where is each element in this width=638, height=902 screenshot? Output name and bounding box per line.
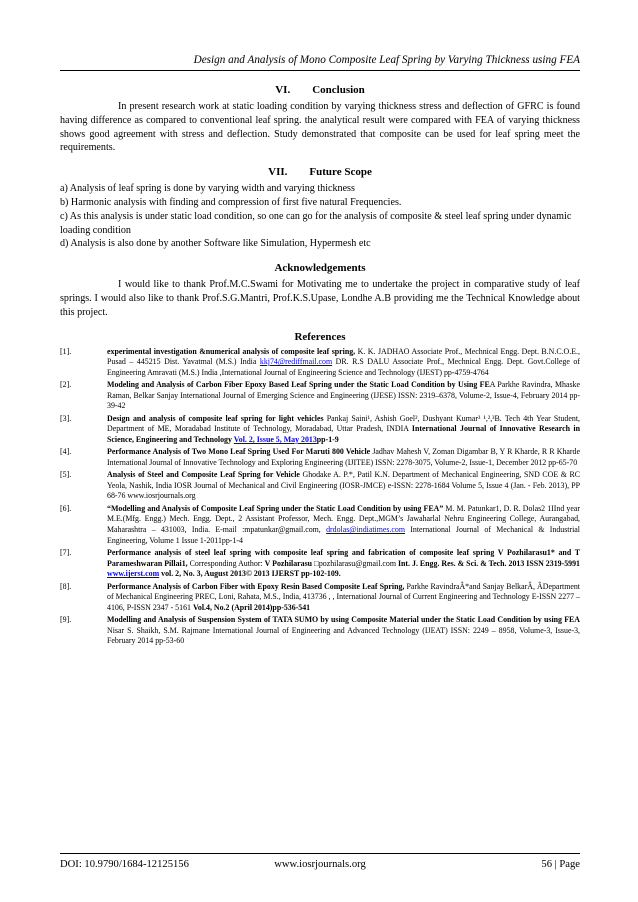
reference-text: Parkhe RavindraÂ*and Sanjay BelkarÂ, ÂDepartment of Mechanical Engineering PREC, Loni, Rahata, M.S., India, 413736 , , International Journal of Current Engineering and Technology E-ISSN 2277 – 4106, P-ISSN 2347 - 5161 <box>107 581 580 612</box>
reference-index: [2]. <box>60 380 72 390</box>
footer-page-number: 56 | Page <box>541 859 580 870</box>
reference-index: [3]. <box>60 413 72 423</box>
reference-text: Jadhav Mahesh V, Zoman Digambar B, Y R Kharde, R R Kharde International Journal of Innovative Technology and Exploring Engineering (IJITEE) ISSN: 2278-3075, Volume-2, Issue-1, December 2012 pp-65-70 <box>107 447 580 467</box>
reference-body <box>107 347 580 379</box>
reference-body <box>107 582 580 614</box>
reference-item <box>60 447 580 468</box>
reference-index: [7]. <box>60 548 72 558</box>
reference-text: □pozhilarasu@gmail.com <box>312 558 398 568</box>
reference-body <box>107 447 580 468</box>
reference-text: M. M. Patunkar1, D. R. Dolas2 1IInd year M.E.(Mfg. Engg.) Mech. Engg. Dept., 2 Assistant Professor, Mech. Engg. Dept.,MGM’s Jawaharlal Nehru Engineering College, Aurangabad, Maharashtra – 431003, India. E-mail :mpatunkar@gmail.com, <box>107 503 581 535</box>
future-scope-item: d) Analysis is also done by another Software like Simulation, Hypermesh etc <box>60 238 371 250</box>
future-scope-title: Future Scope <box>309 166 372 179</box>
reference-body <box>107 380 580 412</box>
reference-text: Nisar S. Shaikh, S.M. Rajmane International Journal of Engineering and Advanced Technology (IJEAT) ISSN: 2249 – 8958, Volume-3, Issue-3, February 2014 pp-53-60 <box>107 625 580 646</box>
acknowledgements-heading: Acknowledgements <box>274 262 366 275</box>
future-scope-item: b) Harmonic analysis with finding and compression of first five natural Frequencies. <box>60 196 402 208</box>
reference-pages: Vol.4, No.2 (April 2014)pp-536-541 <box>192 602 311 612</box>
conclusion-number: VI. <box>275 84 291 96</box>
reference-volume-link[interactable]: Vol. 2, Issue 5, May 2013 <box>233 434 317 444</box>
reference-author: V Pozhilarasu <box>264 558 313 568</box>
reference-item <box>60 470 580 502</box>
reference-title: “Modelling and Analysis of Composite Leaf Spring under the Static Load Condition by using FEA” <box>107 503 444 513</box>
reference-title: Performance Analysis of Carbon Fiber with Epoxy Resin Based Composite Leaf Spring, <box>107 581 405 591</box>
header-rule <box>60 70 580 71</box>
footer-doi: DOI: 10.9790/1684-12125156 <box>60 859 189 870</box>
future-scope-number: VII. <box>268 166 288 179</box>
reference-body <box>107 615 580 647</box>
reference-body <box>107 414 580 446</box>
reference-index: [9]. <box>60 615 72 625</box>
footer-rule <box>60 853 580 854</box>
reference-body <box>107 504 580 546</box>
future-scope-heading <box>60 165 580 179</box>
references-list <box>60 347 580 647</box>
reference-journal: International Journal of Innovative Research in Science, Engineering and Technology <box>107 424 580 444</box>
reference-title: experimental investigation &numerical analysis of composite leaf spring, <box>107 346 356 356</box>
reference-text: Corresponding Author: <box>187 558 265 568</box>
reference-index: [8]. <box>60 581 72 591</box>
reference-item <box>60 548 580 580</box>
reference-index: [6]. <box>60 503 72 513</box>
reference-pages: pp-1-9 <box>316 434 339 444</box>
reference-item <box>60 582 580 614</box>
running-header: Design and Analysis of Mono Composite Leaf Spring by Varying Thickness using FEA <box>193 54 580 66</box>
acknowledgements-text: I would like to thank Prof.M.C.Swami for Motivating me to undertake the project in comparative study of leaf springs. I would also like to thank Prof.S.G.Mantri, Prof.K.S.Upase, Londhe A.B providing me the Technical Knowledge about this project. <box>60 279 580 318</box>
reference-title: Design and analysis of composite leaf spring for light vehicles <box>107 413 324 423</box>
reference-text: International Journal of Mechanical & Industrial Engineering, Volume 1 Issue 1-2011pp-1-4 <box>107 525 580 545</box>
reference-index: [4]. <box>60 447 72 457</box>
reference-text: A Parkhe Ravindra, Mhaske Raman, Belkar Sanjay International Journal of Emerging Science and Engineering (IJESE) ISSN: 2319–6378, Volume-2, Issue-4, February 2014 pp-39-42 <box>107 380 580 411</box>
reference-pages: vol. 2, No. 3, August 2013© 2013 IJERST pp-102-109. <box>159 569 341 579</box>
reference-title: Performance Analysis of Two Mono Leaf Spring Used For Maruti 800 Vehicle <box>107 447 371 457</box>
future-scope-item: a) Analysis of leaf spring is done by varying width and varying thickness <box>60 183 355 195</box>
footer-website: www.iosrjournals.org <box>274 859 366 870</box>
reference-index: [1]. <box>60 346 72 356</box>
reference-index: [5]. <box>60 470 72 480</box>
reference-title: Analysis of Steel and Composite Leaf Spring for Vehicle <box>107 470 300 480</box>
reference-email-link[interactable]: drdolas@indiatimes.com <box>326 525 406 535</box>
conclusion-heading <box>60 83 580 97</box>
reference-journal: Int. J. Engg. Res. & Sci. & Tech. 2013 ISSN 2319-5991 <box>397 558 580 568</box>
reference-text: Pankaj Saini¹, Ashish Goel², Dushyant Kumar³ ¹,²,³B. Tech 4th Year Student, Department of ME, Moradabad Institute of Technology, Moradabad, Uttar Pradesh, INDIA <box>107 413 580 434</box>
future-scope-item: c) As this analysis is under static load condition, so one can go for the analysis of composite & steel leaf spring under dynamic loading condition <box>60 210 572 236</box>
reference-title: Modeling and Analysis of Carbon Fiber Epoxy Based Leaf Spring under the Static Load Condition by Using FE <box>107 380 490 390</box>
reference-website-link[interactable]: www.ijerst.com <box>107 569 160 579</box>
reference-item <box>60 414 580 446</box>
conclusion-text: In present research work at static loading condition by varying thickness stress and deflection of GFRC is found having difference as compared to conventional leaf spring. the analytical result were compared with FEA of varying thickness shows good agreement with stress and deflection. Study demonstrated that composite can be used for leaf spring meet the requirements. <box>60 101 580 154</box>
reference-text: Ghodake A. P.*, Patil K.N. Department of Mechanical Engineering, SND COE & RC Yeola, Nashik, India IOSR Journal of Mechanical and Civil Engineering (IOSR-JMCE) e-ISSN: 2278-1684 Volume 5, Issue 4 (Jan. - Feb. 2013), PP 68-76 www.iosrjournals.org <box>107 470 581 501</box>
reference-body <box>107 470 580 502</box>
reference-item <box>60 380 580 412</box>
reference-item <box>60 615 580 647</box>
conclusion-title: Conclusion <box>312 84 365 96</box>
reference-body <box>107 548 580 580</box>
reference-item <box>60 347 580 379</box>
reference-title: Performance analysis of steel leaf spring with composite leaf spring and fabrication of composite leaf spring V Pozhilarasu1* and T Parameshwaran Pillai1, <box>107 548 580 568</box>
reference-text: DR. R.S DALU Associate Prof., Mechnical Engg. Dept. Govt.College of Engineering Amravati (M.S.) India ,International Journal of Engineering Science and Technology (IJEST) pp-4759-4764 <box>107 357 580 377</box>
references-heading: References <box>294 330 346 343</box>
reference-title: Modelling and Analysis of Suspension System of TATA SUMO by using Composite Material under the Static Load Condition by using FEA <box>107 615 580 625</box>
main-content <box>60 83 580 649</box>
reference-item <box>60 504 580 546</box>
reference-text: K. K. JADHAO Associate Prof., Mechnical Engg. Dept. B.N.C.O.E., Pusad – 445215 Dist. Yavatmal (M.S.) India <box>107 346 580 367</box>
reference-email-link[interactable]: kkj74@rediffmail.com <box>259 357 333 367</box>
